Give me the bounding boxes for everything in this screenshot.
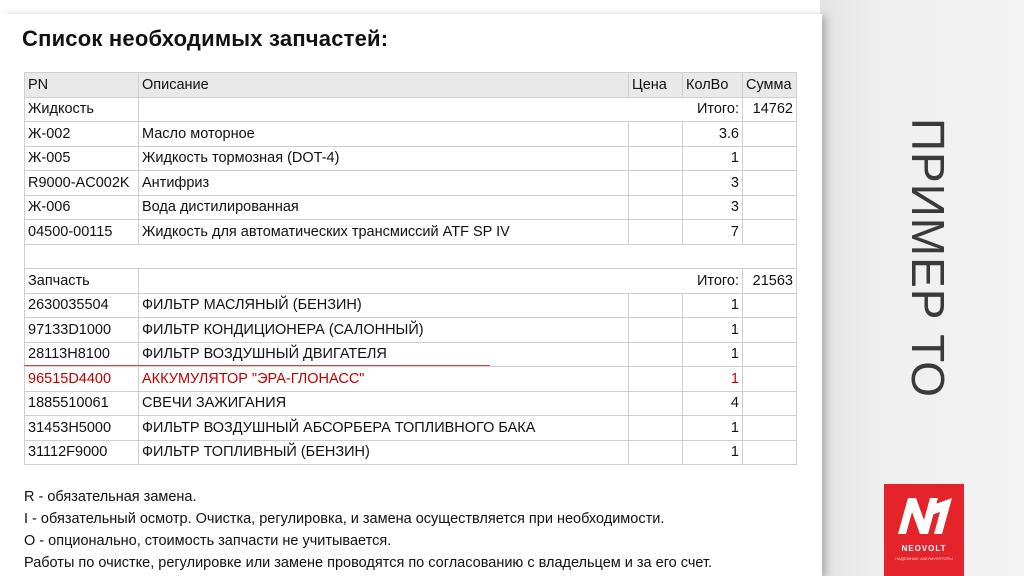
part-price: [629, 171, 683, 196]
part-price: [629, 146, 683, 171]
section-total-label: Итого:: [139, 97, 743, 122]
section-total: 21563: [743, 269, 797, 294]
section-header-row: [25, 269, 797, 294]
part-price: [629, 318, 683, 343]
part-number: Ж-005: [25, 146, 139, 171]
part-quantity: 4: [683, 391, 743, 416]
part-sum: [743, 416, 797, 441]
table-row: [25, 440, 797, 465]
spacer-row: [25, 244, 797, 269]
header-sum: Сумма: [743, 73, 797, 98]
part-quantity: 1: [683, 440, 743, 465]
spacer-cell: [25, 244, 797, 269]
table-row: [25, 342, 797, 367]
part-description: АККУМУЛЯТОР "ЭРА-ГЛОНАСС": [139, 367, 629, 392]
part-number: 2630035504: [25, 293, 139, 318]
part-description: ФИЛЬТР ТОПЛИВНЫЙ (БЕНЗИН): [139, 440, 629, 465]
header-description: Описание: [139, 73, 629, 98]
part-description: ФИЛЬТР ВОЗДУШНЫЙ АБСОРБЕРА ТОПЛИВНОГО БАКА: [139, 416, 629, 441]
part-price: [629, 122, 683, 147]
part-quantity: 1: [683, 367, 743, 392]
table-row: [25, 293, 797, 318]
part-sum: [743, 171, 797, 196]
document-title: Список необходимых запчастей:: [22, 26, 389, 51]
note-line: Работы по очистке, регулировке или замене проводятся по согласованию с владельцем и за его счет.: [24, 555, 713, 571]
part-description: ФИЛЬТР ВОЗДУШНЫЙ ДВИГАТЕЛЯ: [139, 342, 629, 367]
part-quantity: 1: [683, 318, 743, 343]
table-row: [25, 122, 797, 147]
part-quantity: 1: [683, 146, 743, 171]
table-row: [25, 367, 797, 392]
part-number: 31453H5000: [25, 416, 139, 441]
part-price: [629, 416, 683, 441]
part-sum: [743, 440, 797, 465]
part-sum: [743, 367, 797, 392]
part-number: Ж-002: [25, 122, 139, 147]
table-row: [25, 220, 797, 245]
part-quantity: 3.6: [683, 122, 743, 147]
part-sum: [743, 195, 797, 220]
table-row: [25, 146, 797, 171]
part-number: 31112F9000: [25, 440, 139, 465]
logo-text: NEOVOLT: [901, 544, 947, 553]
part-quantity: 3: [683, 195, 743, 220]
note-line: I - обязательный осмотр. Очистка, регулировка, и замена осуществляется при необходимости.: [24, 511, 665, 527]
part-price: [629, 440, 683, 465]
part-number: 28113H8100: [25, 342, 139, 367]
header-quantity: КолВо: [683, 73, 743, 98]
notes-block: [24, 486, 712, 574]
parts-table: [24, 72, 797, 465]
part-sum: [743, 391, 797, 416]
table-body: [25, 97, 797, 465]
part-quantity: 1: [683, 293, 743, 318]
part-sum: [743, 146, 797, 171]
header-price: Цена: [629, 73, 683, 98]
part-price: [629, 391, 683, 416]
table-row: [25, 416, 797, 441]
part-price: [629, 342, 683, 367]
part-sum: [743, 220, 797, 245]
highlight-underline: [24, 365, 490, 366]
part-number: 96515D4400: [25, 367, 139, 392]
part-number: 04500-00115: [25, 220, 139, 245]
header-pn: PN: [25, 73, 139, 98]
section-total-label: Итого:: [139, 269, 743, 294]
part-quantity: 1: [683, 342, 743, 367]
part-quantity: 7: [683, 220, 743, 245]
part-description: Жидкость тормозная (DOT-4): [139, 146, 629, 171]
table-header-row: [25, 73, 797, 98]
section-header-row: [25, 97, 797, 122]
part-description: СВЕЧИ ЗАЖИГАНИЯ: [139, 391, 629, 416]
part-sum: [743, 293, 797, 318]
part-description: Масло моторное: [139, 122, 629, 147]
part-description: ФИЛЬТР МАСЛЯНЫЙ (БЕНЗИН): [139, 293, 629, 318]
part-description: Жидкость для автоматических трансмиссий ATF SP IV: [139, 220, 629, 245]
part-number: 97133D1000: [25, 318, 139, 343]
section-name: Запчасть: [25, 269, 139, 294]
part-price: [629, 367, 683, 392]
part-number: 1885510061: [25, 391, 139, 416]
part-sum: [743, 318, 797, 343]
part-description: Вода дистилированная: [139, 195, 629, 220]
part-price: [629, 293, 683, 318]
part-price: [629, 195, 683, 220]
part-sum: [743, 342, 797, 367]
part-number: Ж-006: [25, 195, 139, 220]
table-row: [25, 318, 797, 343]
slide-title: ПРИМЕР ТО: [902, 117, 954, 399]
logo-mark-icon: [894, 494, 954, 538]
part-description: ФИЛЬТР КОНДИЦИОНЕРА (САЛОННЫЙ): [139, 318, 629, 343]
table-row: [25, 391, 797, 416]
part-sum: [743, 122, 797, 147]
section-name: Жидкость: [25, 97, 139, 122]
part-description: Антифриз: [139, 171, 629, 196]
part-quantity: 1: [683, 416, 743, 441]
table-row: [25, 171, 797, 196]
table-row: [25, 195, 797, 220]
note-line: R - обязательная замена.: [24, 489, 197, 505]
part-price: [629, 220, 683, 245]
note-line: O - опционально, стоимость запчасти не учитывается.: [24, 533, 392, 549]
section-total: 14762: [743, 97, 797, 122]
neovolt-logo: [884, 484, 964, 576]
part-number: R9000-AC002K: [25, 171, 139, 196]
logo-subtext: НАДЕЖНЫЕ АККУМУЛЯТОРЫ: [895, 556, 953, 561]
part-quantity: 3: [683, 171, 743, 196]
